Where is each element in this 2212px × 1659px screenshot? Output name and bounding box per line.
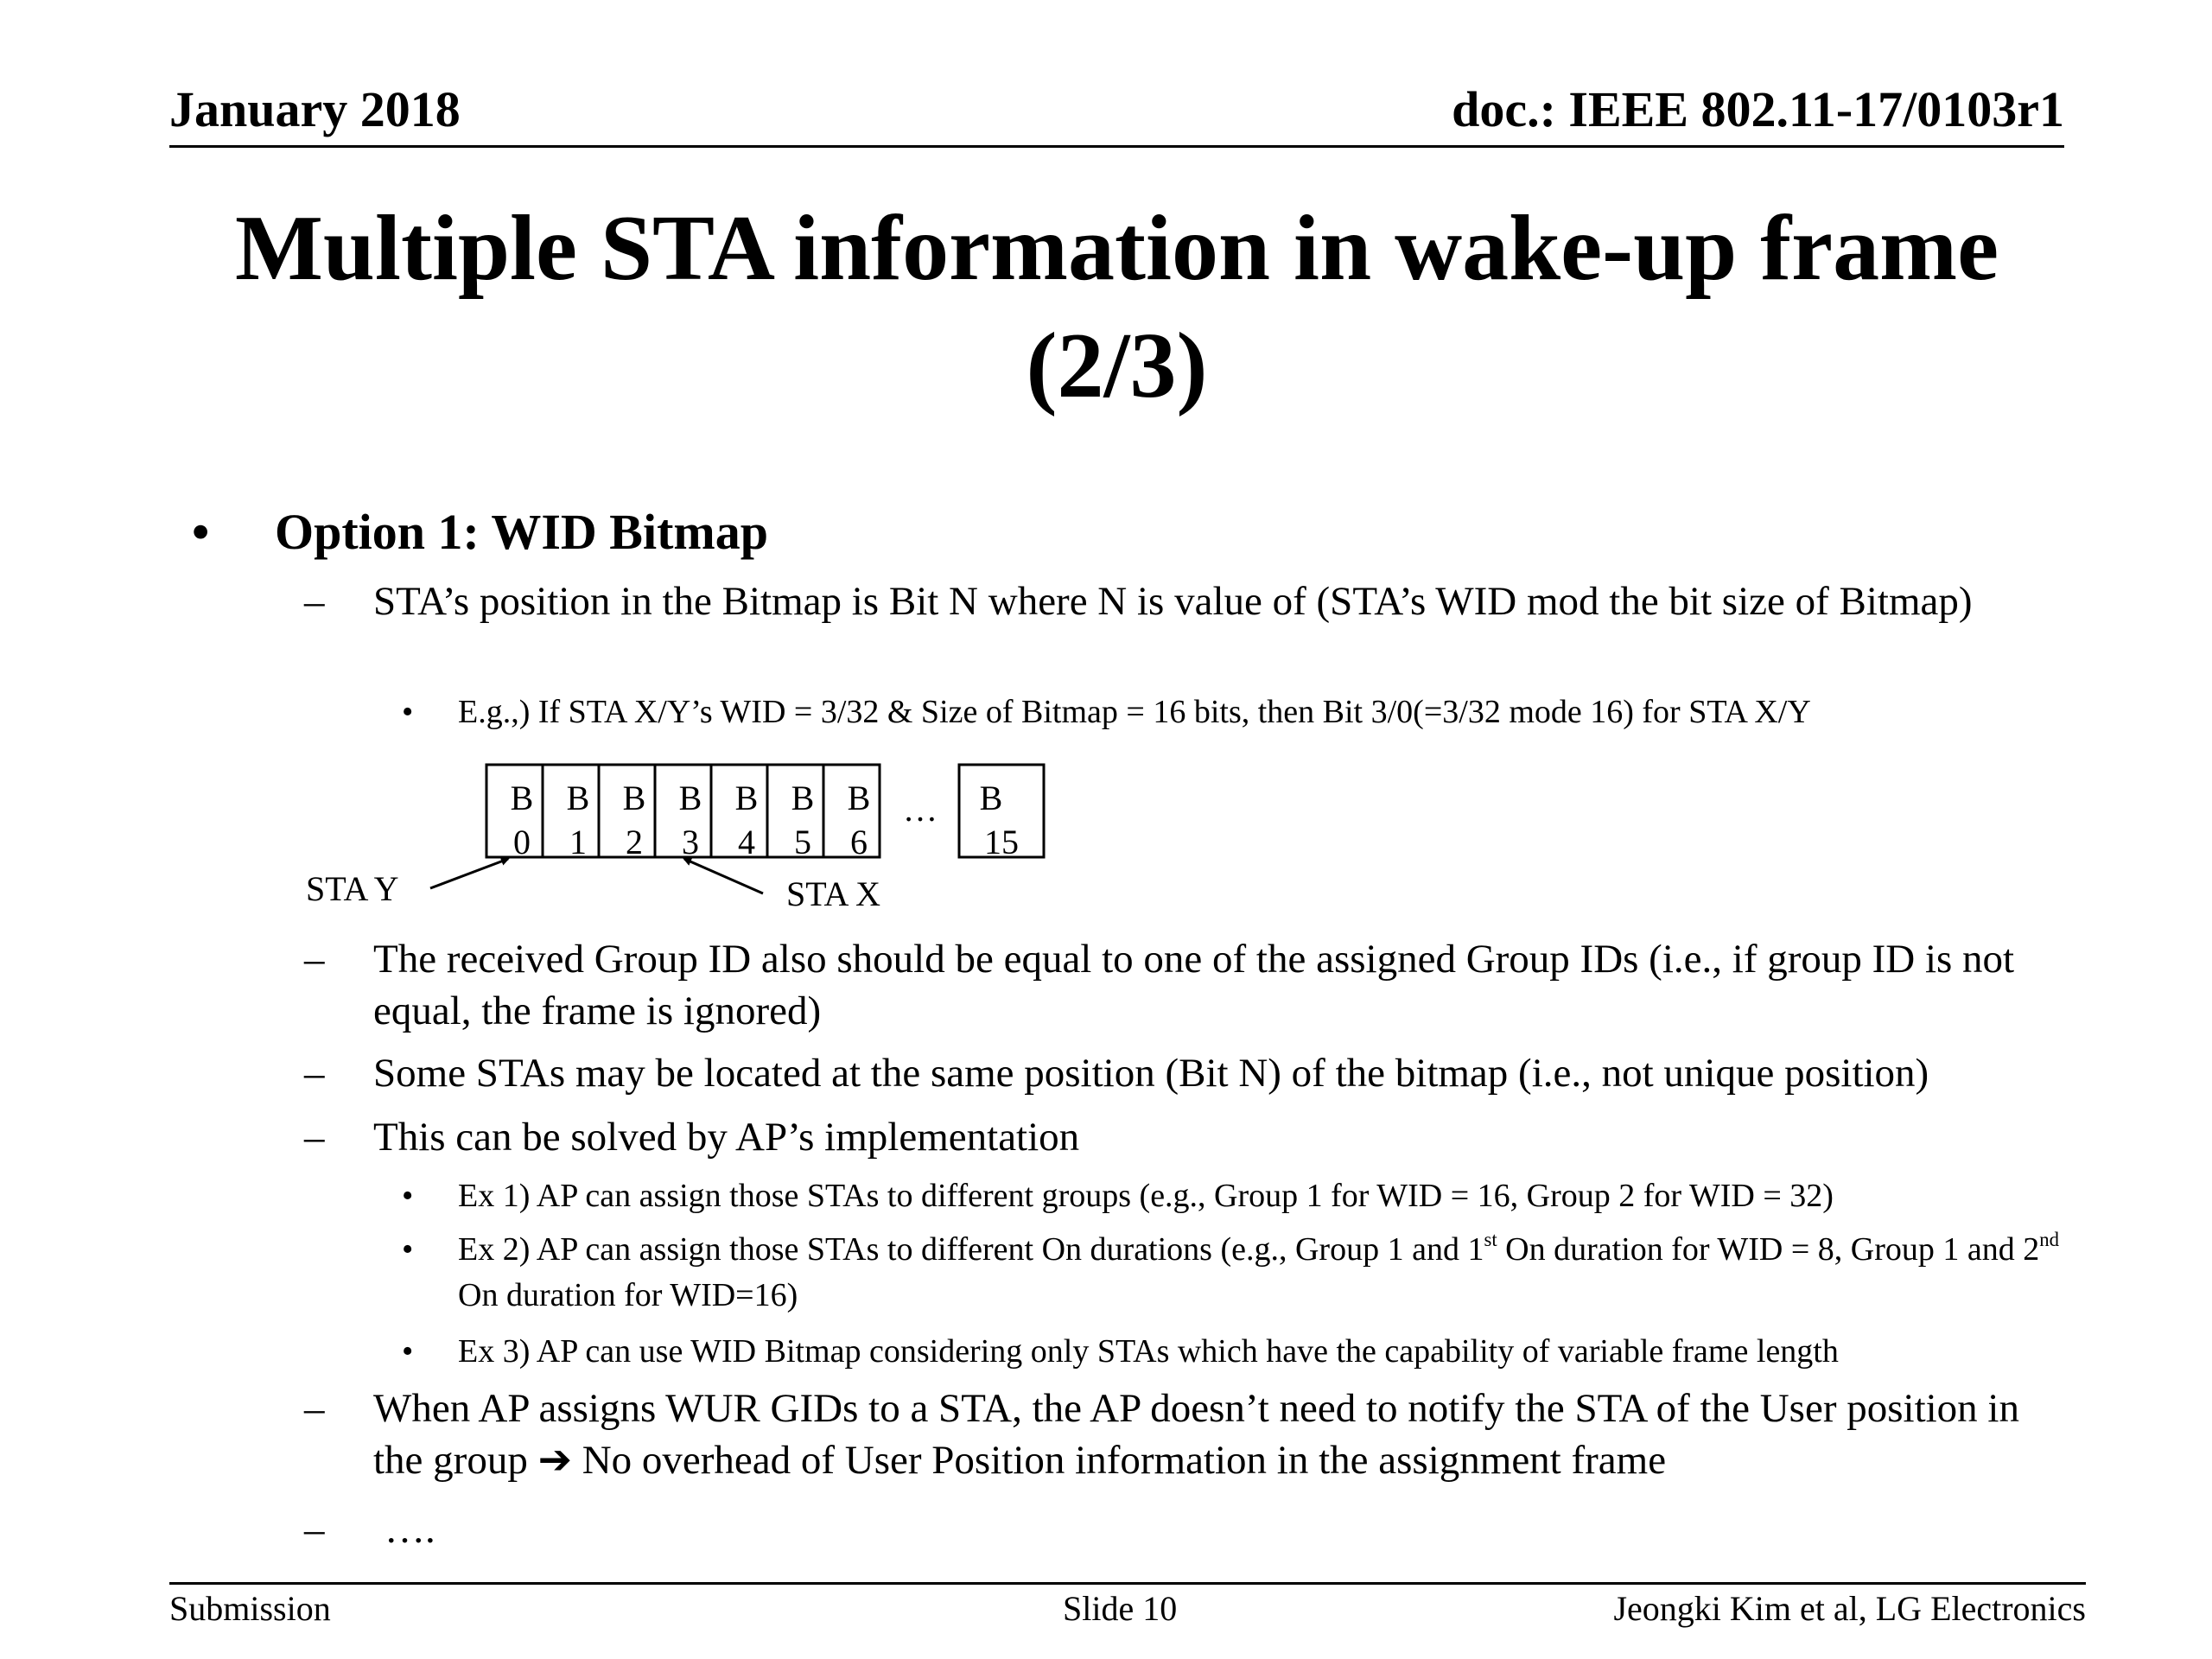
slide-title: Multiple STA information in wake-up frame (2/3) — [234, 197, 1999, 417]
bit-letter: B — [566, 779, 590, 817]
ex3-text: Ex 3) AP can use WID Bitmap considering only STAs which have the capability of variable frame length — [458, 1333, 1839, 1370]
ex1-text: Ex 1) AP can assign those STAs to different groups (e.g., Group 1 for WID = 16, Group 2 for WID = 32) — [458, 1178, 1834, 1214]
bit-index: 1 — [569, 823, 587, 861]
bit-index: 4 — [738, 823, 755, 861]
header-doc-id: doc.: IEEE 802.11-17/0103r1 — [1452, 81, 2064, 137]
bit-index: 2 — [626, 823, 643, 861]
bitmap-ellipsis: … — [903, 790, 938, 829]
footer-slide-number: Slide 10 — [1063, 1589, 1178, 1628]
footer-author: Jeongki Kim et al, LG Electronics — [1613, 1589, 2086, 1628]
bit-index: 3 — [682, 823, 699, 861]
bullet-marker: • — [402, 1231, 414, 1268]
bit-letter: B — [622, 779, 646, 817]
sta-y-arrow — [430, 859, 508, 888]
bit-letter: B — [847, 779, 871, 817]
ex2-text: Ex 2) AP can assign those STAs to different On durations (e.g., Group 1 and 1st On duration for WID = 8, Group 1 and 2nd On duration for WID=16) — [458, 1229, 2060, 1313]
bit-letter: B — [734, 779, 759, 817]
ellipsis-text: …. — [385, 1507, 435, 1552]
bit-letter: B — [510, 779, 534, 817]
bullet-marker: • — [402, 1178, 414, 1214]
bitmap-diagram — [285, 752, 1063, 925]
group-id-text: The received Group ID also should be equal to one of the assigned Group IDs (i.e., if group ID is not equal, the frame is ignored) — [373, 937, 2015, 1033]
header-date: January 2018 — [169, 81, 461, 137]
assignment-text: When AP assigns WUR GIDs to a STA, the AP doesn’t need to notify the STA of the User position in the group ➔ No overhead of User Position information in the assignment frame — [373, 1386, 2019, 1484]
same-position-text: Some STAs may be located at the same position (Bit N) of the bitmap (i.e., not unique position) — [373, 1051, 1929, 1096]
sta-y-label: STA Y — [306, 869, 399, 908]
bit-index: 0 — [513, 823, 531, 861]
footer-submission: Submission — [169, 1589, 331, 1628]
right-arrow-icon: ➔ — [537, 1436, 572, 1484]
bullet-marker: • — [402, 694, 414, 730]
bit-letter: B — [979, 779, 1003, 817]
dash-marker: – — [304, 937, 325, 982]
dash-marker: – — [304, 1386, 325, 1431]
sta-x-arrow — [684, 859, 763, 893]
bit-index: 15 — [984, 823, 1019, 861]
dash-marker: – — [304, 1051, 325, 1096]
sta-x-label: STA X — [786, 874, 881, 913]
dash-marker: – — [304, 1507, 325, 1552]
solved-text: This can be solved by AP’s implementation — [373, 1115, 1080, 1160]
header-rule — [169, 145, 2064, 148]
dash-marker: – — [304, 579, 325, 624]
sta-position-text: STA’s position in the Bitmap is Bit N where N is value of (STA’s WID mod the bit size of Bitmap) — [373, 579, 1973, 624]
footer-rule — [169, 1582, 2086, 1585]
bullet-marker: • — [402, 1333, 414, 1370]
bit-index: 6 — [850, 823, 868, 861]
example-text: E.g.,) If STA X/Y’s WID = 3/32 & Size of Bitmap = 16 bits, then Bit 3/0(=3/32 mode 16) for STA X/Y — [458, 694, 1811, 730]
bit-letter: B — [791, 779, 815, 817]
bit-index: 5 — [794, 823, 811, 861]
option1-heading: Option 1: WID Bitmap — [275, 504, 768, 560]
bullet-marker: • — [192, 504, 210, 560]
bit-letter: B — [678, 779, 702, 817]
dash-marker: – — [304, 1115, 325, 1160]
